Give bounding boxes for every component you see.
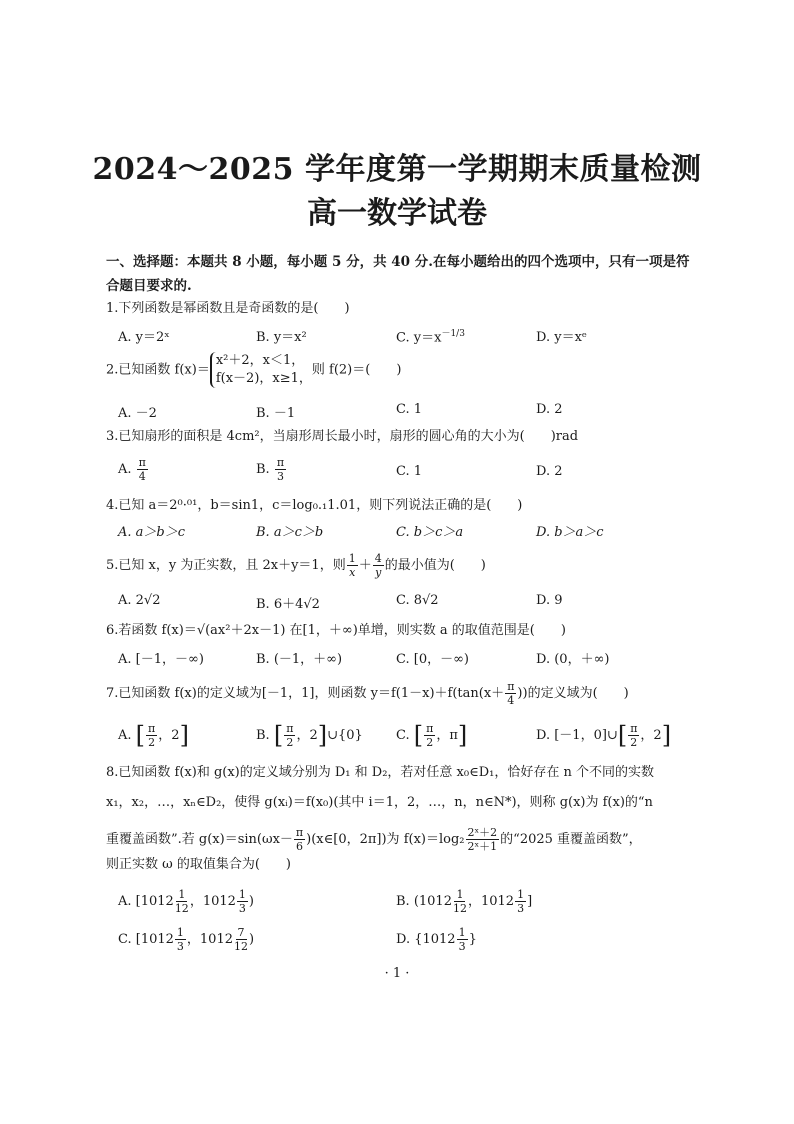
question-1-stem: 1.下列函数是幂函数且是奇函数的是( ) [106, 301, 350, 316]
q2-option-c: C. 1 [396, 402, 423, 417]
q6-option-b: B. (－1，＋∞) [256, 652, 343, 667]
q8-option-b [396, 888, 532, 915]
q5-stem-pre: 5.已知 x，y 为正实数，且 2x＋y＝1，则 [106, 558, 346, 573]
q8-a-post: ) [248, 894, 254, 909]
q7-d-two: 2 [630, 736, 638, 749]
q7-b-after: ，2 [296, 728, 318, 743]
question-7-stem [106, 680, 706, 707]
q1-option-b: B. y＝x² [256, 330, 307, 345]
q7-b-union: ∪{0} [327, 728, 363, 743]
q8-c-post: ) [249, 932, 255, 947]
q7-option-d [536, 722, 671, 749]
q8-line3-post: 的“2025 重覆盖函数”， [500, 832, 642, 847]
q8-a-frac-2 [237, 888, 248, 915]
question-8-line-3 [106, 826, 706, 853]
q7-c-bracket-open: [ [413, 721, 424, 750]
q7-c-pi: π [426, 722, 434, 735]
question-8-line-2: x₁，x₂，…，xₙ∈D₂，使得 g(xᵢ)＝f(x₀)(其中 i＝1，2，…，n，n∈N*)，则称 g(x)为 f(x)的“n [106, 795, 653, 810]
q2-case-2: f(x－2)，x≥1， [215, 371, 312, 386]
q8-d-frac-1 [457, 926, 468, 953]
question-8-line-1: 8.已知函数 f(x)和 g(x)的定义域分别为 D₁ 和 D₂，若对任意 x₀∈D₁，恰好存在 n 个不同的实数 [106, 765, 654, 780]
q8-d-n1: 1 [458, 926, 466, 939]
q2-case-1: x²＋2，x＜1， [215, 353, 305, 368]
q7-d-bracket-close: ] [661, 721, 672, 750]
q8-b-pre: B. (1012 [396, 894, 452, 909]
q5-f2-den: y [375, 566, 382, 579]
q8-option-a [118, 888, 254, 915]
q8-c-d2: 12 [234, 940, 248, 953]
q8-a-n2: 1 [238, 888, 246, 901]
exam-subtitle: 高一数学试卷 [307, 196, 487, 231]
q4-option-b: B. a＞c＞b [256, 525, 324, 540]
q7-stem-pre: 7.已知函数 f(x)的定义域为[－1，1]，则函数 y＝f(1－x)＋f(tan(x＋ [106, 686, 505, 701]
q8-c-frac-1 [175, 926, 186, 953]
q2-option-a: A. －2 [118, 406, 157, 421]
q2-option-b: B. －1 [256, 406, 296, 421]
q8-a-mid: ，1012 [189, 894, 236, 909]
q7-a-bracket-open: [ [135, 721, 146, 750]
q5-fraction-1 [347, 552, 358, 579]
q8-b-d2: 3 [517, 902, 525, 915]
q5-plus: ＋ [358, 558, 372, 573]
q8-six: 6 [296, 840, 304, 853]
q7-option-c [396, 722, 467, 749]
q7-option-b [256, 722, 363, 749]
q7-stem-post: ))的定义域为( ) [517, 686, 629, 701]
q8-b-post: ] [527, 894, 533, 909]
q8-b-n2: 1 [517, 888, 525, 901]
q5-f2-num: 4 [374, 552, 382, 565]
q1-option-c-text: C. y＝x [396, 330, 442, 346]
q7-pi: π [507, 680, 515, 693]
q7-a-pi: π [148, 722, 156, 735]
q5-f1-num: 1 [348, 552, 356, 565]
q4-option-c: C. b＞c＞a [396, 525, 464, 540]
question-7-options [118, 722, 718, 762]
q2-stem-post: 则 f(2)＝( ) [311, 362, 402, 378]
q7-a-fraction [146, 722, 157, 749]
q7-a-after: ，2 [158, 728, 180, 743]
q3-option-a [118, 456, 149, 483]
q3-a-den: 4 [138, 470, 146, 483]
q8-pi: π [295, 826, 304, 839]
q5-stem-post: 的最小值为( ) [384, 558, 486, 573]
q8-option-d [396, 926, 477, 953]
q6-option-a: A. [－1，－∞) [118, 652, 204, 667]
question-2-stem [106, 352, 706, 388]
q8-d-pre: D. {1012 [396, 932, 456, 947]
q8-b-d1: 12 [452, 902, 467, 915]
q8-a-d2: 3 [238, 902, 246, 915]
q3-b-num: π [276, 456, 285, 469]
q7-d-bracket-open: [ [617, 721, 628, 750]
q3-b-fraction [275, 456, 286, 483]
q7-c-fraction [424, 722, 435, 749]
q5-fraction-2 [373, 552, 384, 579]
q8-a-frac-1 [175, 888, 189, 915]
q3-option-d: D. 2 [536, 464, 563, 479]
q8-a-d1: 12 [174, 902, 189, 915]
q4-option-d: D. b＞a＞c [536, 525, 604, 540]
q7-d-fraction [628, 722, 639, 749]
q5-f1-den: x [349, 566, 356, 579]
q8-line3-pre: 重覆盖函数”.若 g(x)＝sin(ωx－ [106, 832, 293, 847]
q7-option-a [118, 722, 189, 749]
q7-b-bracket-open: [ [273, 721, 284, 750]
q5-option-d: D. 9 [536, 593, 563, 608]
q4-option-a: A. a＞b＞c [118, 525, 186, 540]
q1-option-a: A. y＝2ˣ [118, 330, 170, 345]
q8-c-pre: C. [1012 [118, 932, 174, 947]
q6-option-c: C. [0，－∞) [396, 652, 469, 667]
q3-b-den: 3 [276, 470, 284, 483]
q5-option-a: A. 2√2 [118, 593, 161, 608]
q7-c-label: C. [396, 728, 410, 743]
q8-c-d1: 3 [176, 940, 184, 953]
q1-option-c-exponent: －1/3 [441, 329, 465, 339]
q2-option-d: D. 2 [536, 402, 563, 417]
q7-b-fraction [284, 722, 295, 749]
exam-title: 2024～2025 学年度第一学期期末质量检测 [92, 152, 702, 187]
q7-d-label: D. [－1，0]∪ [536, 728, 618, 743]
q7-four: 4 [507, 694, 515, 707]
q7-c-two: 2 [426, 736, 434, 749]
q2-piecewise [210, 352, 312, 388]
question-6-stem: 6.若函数 f(x)＝√(ax²＋2x－1) 在[1，＋∞)单增，则实数 a 的取值范围是( ) [106, 623, 566, 638]
q8-c-n2: 7 [237, 926, 245, 939]
q8-b-frac-2 [515, 888, 526, 915]
question-5-stem [106, 552, 706, 579]
q8-c-mid: ，1012 [186, 932, 233, 947]
q8-c-n1: 1 [176, 926, 184, 939]
section-header: 一、选择题：本题共 8 小题，每小题 5 分，共 40 分.在每小题给出的四个选项中，只有一项是符合题目要求的. [106, 254, 690, 294]
q8-option-c [118, 926, 254, 953]
q7-b-two: 2 [286, 736, 294, 749]
q8-c-frac-2 [234, 926, 248, 953]
q7-d-after: ，2 [640, 728, 662, 743]
q7-c-after: ，π [436, 728, 458, 743]
q7-b-bracket-close: ] [317, 721, 328, 750]
q8-a-pre: A. [1012 [118, 894, 174, 909]
q3-a-fraction [137, 456, 148, 483]
q8-log-den: 2ˣ＋1 [467, 840, 498, 853]
page-number: · 1 · [384, 966, 410, 981]
q7-a-two: 2 [148, 736, 156, 749]
q3-option-c: C. 1 [396, 464, 423, 479]
question-4-stem: 4.已知 a＝2⁰·⁰¹，b＝sin1，c＝log₀.₁1.01，则下列说法正确的是( ) [106, 498, 523, 513]
q7-pi-over-4 [505, 680, 516, 707]
question-3-stem: 3.已知扇形的面积是 4cm²，当扇形周长最小时，扇形的圆心角的大小为( )rad [106, 429, 579, 444]
q3-a-num: π [138, 456, 146, 469]
q8-line3-mid: )(x∈[0，2π])为 f(x)＝log₂ [306, 832, 465, 847]
q8-log-fraction [466, 826, 500, 853]
q8-b-n1: 1 [456, 888, 464, 901]
q7-b-pi: π [286, 722, 294, 735]
q8-d-d1: 3 [458, 940, 466, 953]
q8-pi-over-6 [294, 826, 305, 853]
question-3-options [118, 456, 718, 496]
q5-option-c: C. 8√2 [396, 593, 439, 608]
q7-d-pi: π [630, 722, 638, 735]
q6-option-d: D. (0，＋∞) [536, 652, 610, 667]
q5-option-b: B. 6＋4√2 [256, 597, 320, 612]
q7-a-bracket-close: ] [179, 721, 189, 750]
q3-b-label: B. [256, 462, 270, 477]
q8-d-post: } [468, 932, 477, 947]
q8-b-frac-1 [453, 888, 467, 915]
question-8-line-4: 则正实数 ω 的取值集合为( ) [106, 857, 292, 872]
q8-b-mid: ，1012 [467, 894, 515, 909]
q8-a-n1: 1 [178, 888, 186, 901]
q1-option-d: D. y＝xᵉ [536, 330, 587, 345]
q8-log-num: 2ˣ＋2 [467, 826, 498, 839]
q3-option-b [256, 456, 287, 483]
q7-b-label: B. [256, 728, 270, 743]
q7-c-bracket-close: ] [457, 721, 468, 750]
q7-a-label: A. [118, 728, 132, 743]
q1-option-c [396, 326, 465, 345]
q3-a-label: A. [118, 462, 132, 477]
q2-stem-pre: 2.已知函数 f(x)＝ [106, 362, 210, 378]
